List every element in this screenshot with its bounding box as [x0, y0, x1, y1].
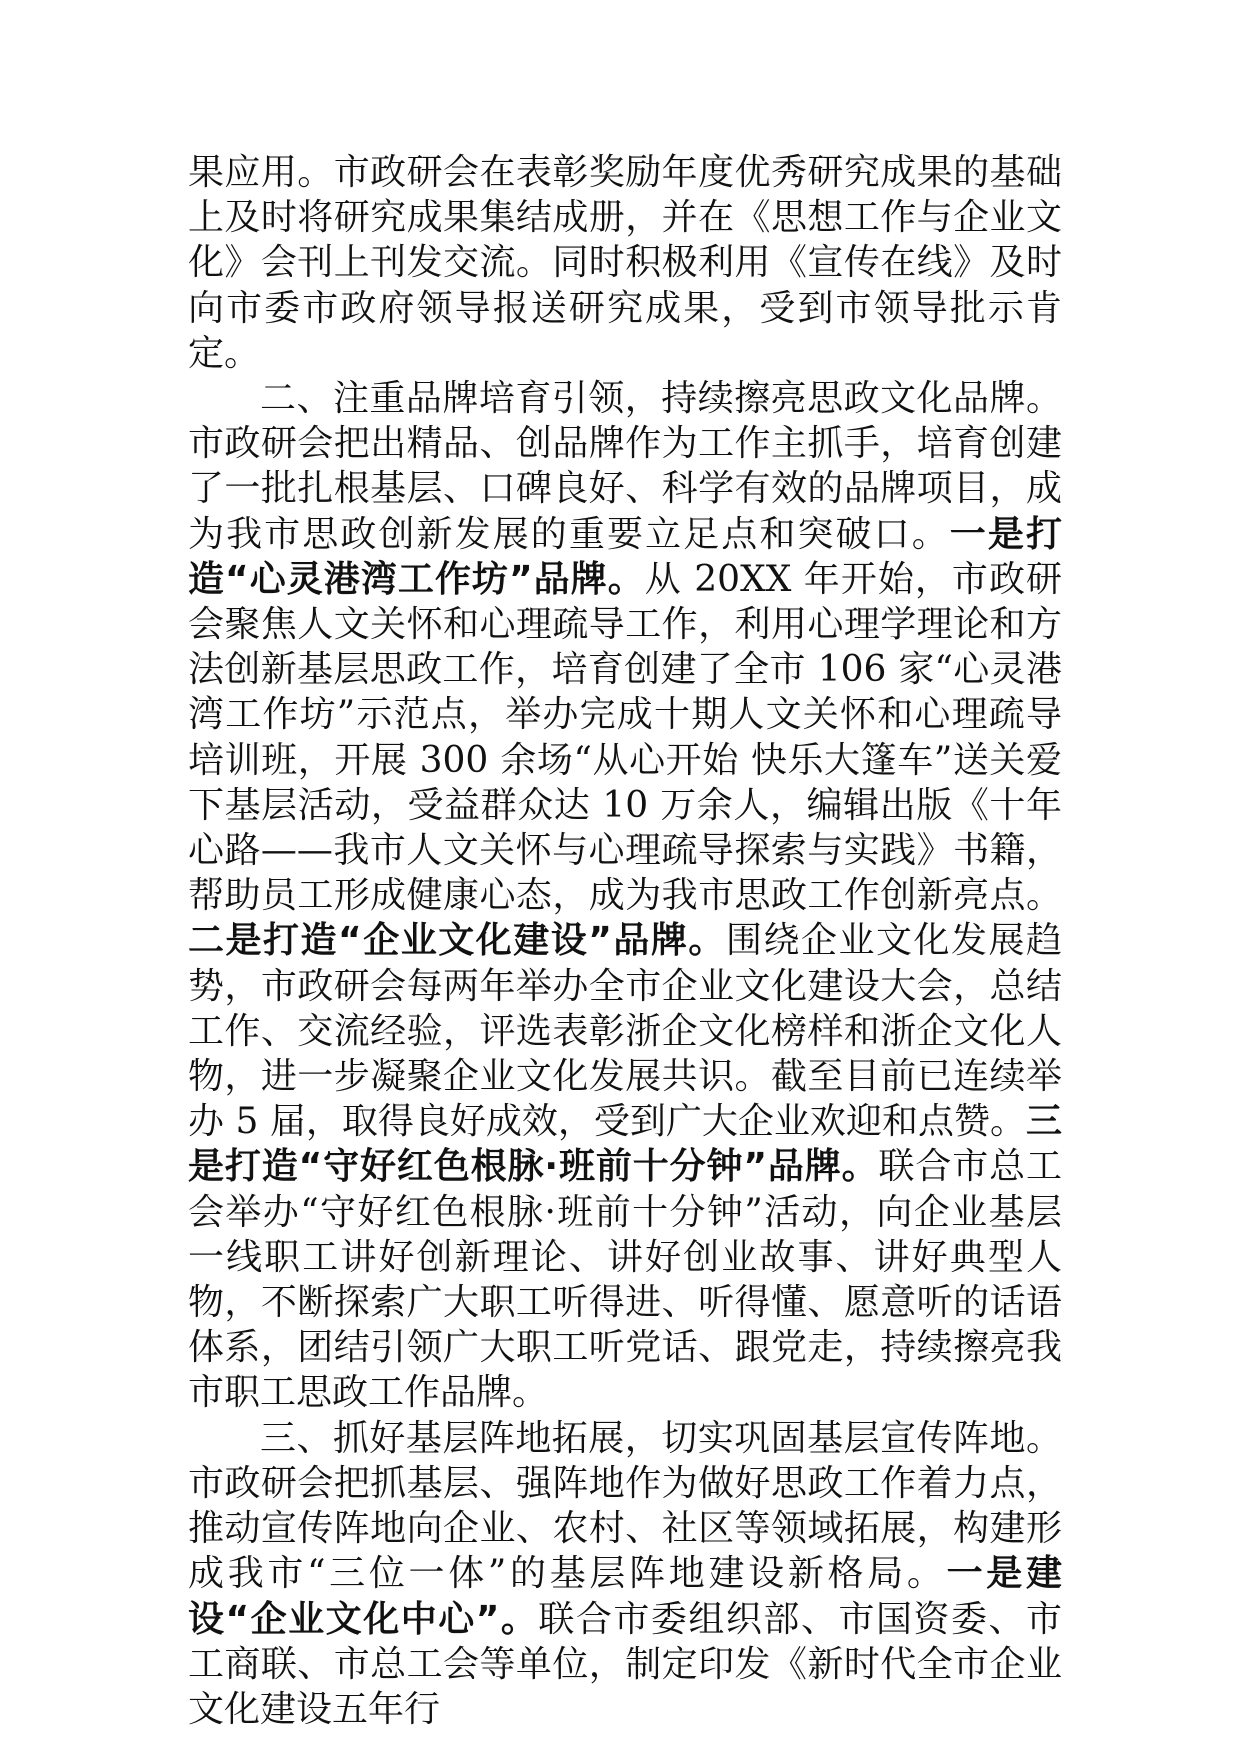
paragraph-brand-cultivation [188, 376, 1062, 1416]
position-one-text: 联合市委组织部、市国资委、市工商联、市总工会等单位，制定印发《新时代全市企业文化建设五年行 [188, 1598, 1062, 1730]
section-heading-three: 三、抓好基层阵地拓展，切实巩固基层宣传阵地。 [260, 1417, 1062, 1459]
paragraph-research-results [188, 150, 1062, 376]
paragraph-grassroots-positions [188, 1416, 1062, 1732]
brand-one-text: 从 20XX 年开始，市政研会聚焦人文关怀和心理疏导工作，利用心理学理论和方法创新基层思政工作，培育创建了全市 106 家“心灵港湾工作坊”示范点，举办完成十期人文关怀和心理疏导培训班，开展 300 余场“从心开始 快乐大篷车”送关爱下基层活动，受益群众达 10 万余人，编辑出版《十年心路——我市人文关怀与心理疏导探索与实践》书籍，帮助员工形成健康心态，成为我市思政工作创新亮点。 [188, 558, 1062, 917]
section-heading-two: 二、注重品牌培育引领，持续擦亮思政文化品牌。 [260, 378, 1062, 420]
brand-two-title: 二是打造“企业文化建设”品牌。 [188, 920, 726, 962]
brand-three-title: 三是打造“守好红色根脉·班前十分钟”品牌。 [188, 1101, 1062, 1188]
paragraph-text: 果应用。市政研会在表彰奖励年度优秀研究成果的基础上及时将研究成果集结成册，并在《思想工作与企业文化》会刊上刊发交流。同时积极利用《宣传在线》及时向市委市政府领导报送研究成果，受到市领导批示肯定。 [188, 152, 1062, 374]
position-one-title: 一是建设“企业文化中心”。 [188, 1553, 1062, 1640]
section-intro-text: 市政研会把抓基层、强阵地作为做好思政工作着力点，推动宣传阵地向企业、农村、社区等领域拓展，构建形成我市“三位一体”的基层阵地建设新格局。 [188, 1462, 1062, 1595]
section-intro-text: 市政研会把出精品、创品牌作为工作主抓手，培育创建了一批扎根基层、口碑良好、科学有效的品牌项目，成为我市思政创新发展的重要立足点和突破口。 [188, 423, 1062, 555]
brand-three-text: 联合市总工会举办“守好红色根脉·班前十分钟”活动，向企业基层一线职工讲好创新理论、讲好创业故事、讲好典型人物，不断探索广大职工听得进、听得懂、愿意听的话语体系，团结引领广大职工听党话、跟党走，持续擦亮我市职工思政工作品牌。 [188, 1146, 1062, 1414]
brand-two-text: 围绕企业文化发展趋势，市政研会每两年举办全市企业文化建设大会，总结工作、交流经验，评选表彰浙企文化榜样和浙企文化人物，进一步凝聚企业文化发展共识。截至目前已连续举办 5 届，取得良好成效，受到广大企业欢迎和点赞。 [188, 920, 1062, 1143]
document-body [188, 150, 1062, 1732]
brand-one-title: 一是打造“心灵港湾工作坊”品牌。 [188, 513, 1062, 600]
